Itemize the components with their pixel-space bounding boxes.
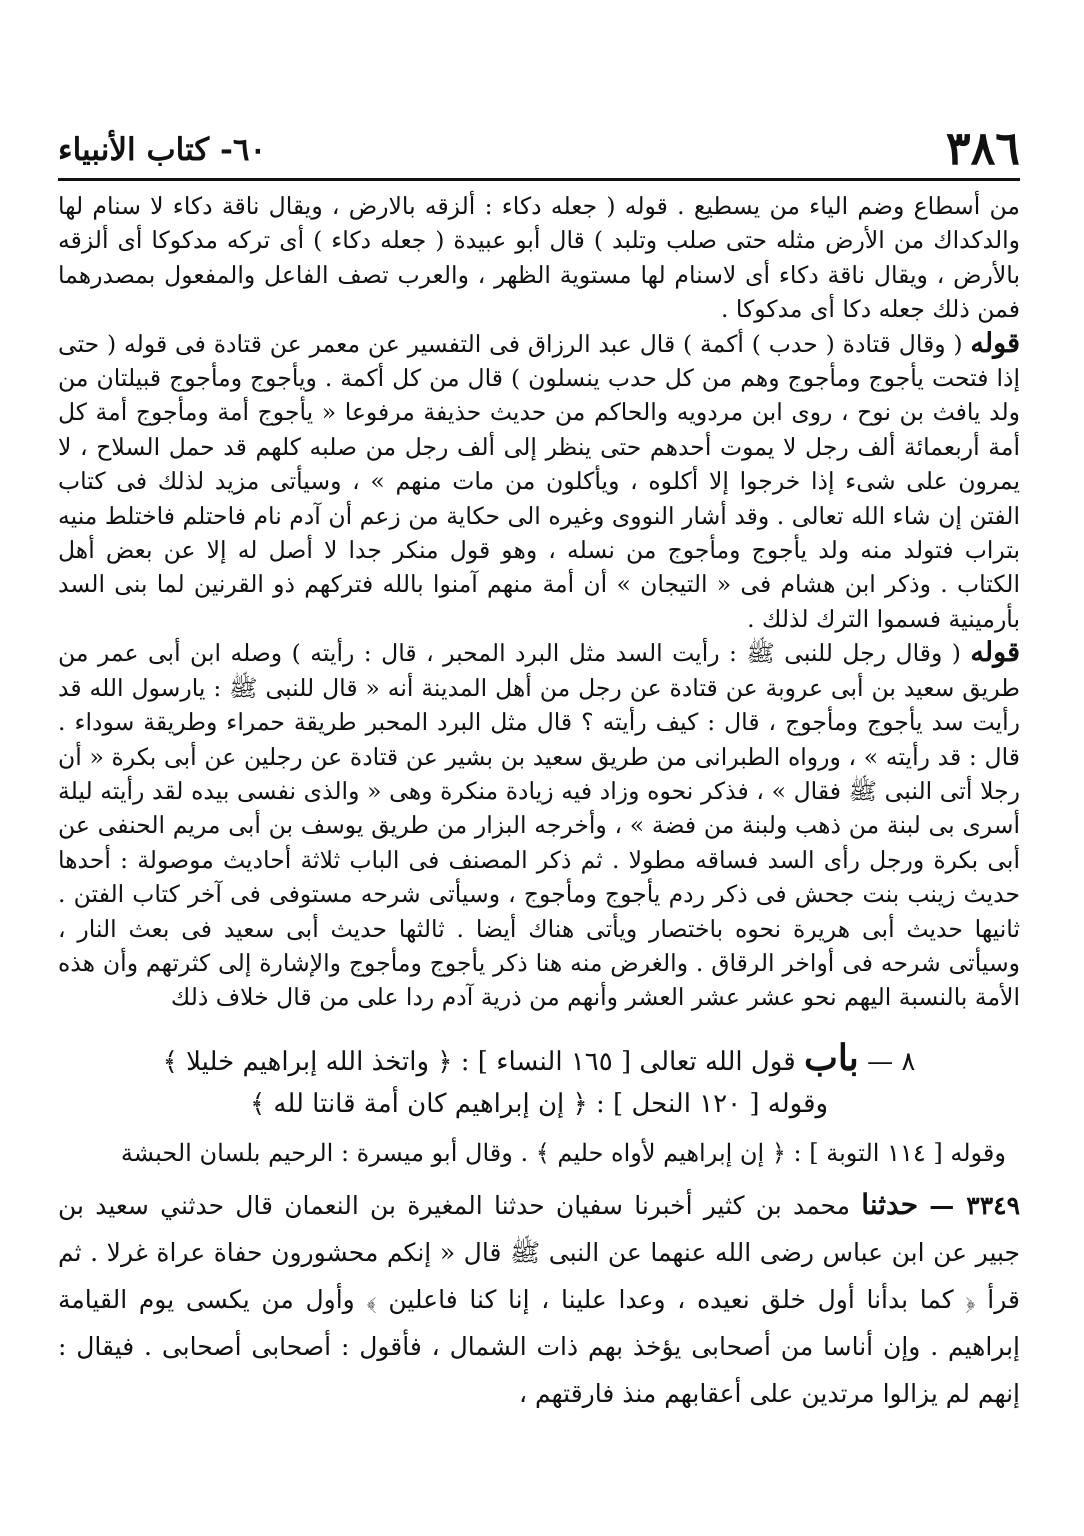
hadith-paragraph [58, 1181, 1020, 1417]
verse-note: وقوله [ ١١٤ التوبة ] : ﴿ إن إبراهيم لأواه حليم ﴾ . وقال أبو ميسرة : الرحيم بلسان الحبشة [120, 1138, 1006, 1167]
running-chapter-title: ٦٠- كتاب الأنبياء [58, 132, 267, 168]
keyword-qawluhu: قوله [970, 327, 1020, 359]
hadith-number: ٣٣٤٩ — [929, 1190, 1020, 1220]
commentary-paragraph-2 [58, 327, 1020, 637]
commentary-section [58, 189, 1020, 1015]
keyword-qawluhu: قوله [970, 637, 1020, 669]
commentary-paragraph-2-text: ( وقال قتادة ( حدب ) أكمة ) قال عبد الرزاق فى التفسير عن معمر عن قتادة فى قوله ( حتى إذا فتحت يأجوج ومأجوج وهم من كل حدب ينسلون ) قال من كل أكمة . ويأجوج ومأجوج قبيلتان من ولد يافث بن نوح ، روى ابن مردويه والحاكم من حديث حذيفة مرفوعا « يأجوج أمة ومأجوج أمة كل أمة أربعمائة ألف رجل لا يموت أحدهم حتى ينظر إلى ألف رجل من صلبه كلهم قد حمل السلاح ، لا يمرون على شىء إذا خرجوا إلا أكلوه ، ويأكلون من مات منهم » ، وسيأتى مزيد لذلك فى كتاب الفتن إن شاء الله تعالى . وقد أشار النووى وغيره الى حكاية من زعم أن آدم نام فاحتلم فاختلط منيه بتراب فتولد منه ولد يأجوج ومأجوج من نسله ، وهو قول منكر جدا لا أصل له إلا عن بعض أهل الكتاب . وذكر ابن هشام فى « التيجان » أن أمة منهم آمنوا بالله فتركهم ذو القرنين لما بنى السد بأرمينية فسموا الترك لذلك . [58, 329, 1020, 633]
chapter-number: ٨ — [867, 1046, 916, 1077]
chapter-title-verse-1: قول الله تعالى [ ١٦٥ النساء ] : ﴿ واتخذ الله إبراهيم خليلا ﴾ [162, 1046, 796, 1077]
commentary-paragraph-1: من أسطاع وضم الياء من يسطيع . قوله ( جعله دكاء : ألزقه بالارض ، ويقال ناقة دكاء لا سنام لها والدكداك من الأرض مثله حتى صلب وتلبد ) قال أبو عبيدة ( جعله دكاء ) أى تركه مدكوكا أى ألزقه بالأرض ، ويقال ناقة دكاء أى لاسنام لها مستوية الظهر ، والعرب تصف الفاعل والمفعول بمصدرهما فمن ذلك جعله دكا أى مدكوكا . [58, 192, 1020, 324]
commentary-paragraph-3-text: ( وقال رجل للنبى ﷺ : رأيت السد مثل البرد المحبر ، قال : رأيته ) وصله ابن أبى عمر من طريق سعيد بن أبى عروبة عن قتادة عن رجل من أهل المدينة أنه « قال للنبى ﷺ : يارسول الله قد رأيت سد يأجوج ومأجوج ، قال : كيف رأيته ؟ قال مثل البرد المحبر طريقة حمراء وطريقة سوداء . قال : قد رأيته » ، ورواه الطبرانى من طريق سعيد بن بشير عن قتادة عن رجلين عن أبى بكرة « أن رجلا أتى النبى ﷺ فقال » ، فذكر نحوه وزاد فيه زيادة منكرة وهى « والذى نفسى بيده لقد رأيته ليلة أسرى بى لبنة من ذهب ولبنة من فضة » ، وأخرجه البزار من طريق يوسف بن أبى مريم الحنفى عن أبى بكرة ورجل رأى السد فساقه مطولا . ثم ذكر المصنف فى الباب ثلاثة أحاديث موصولة : أحدها حديث زينب بنت جحش فى ذكر ردم يأجوج ومأجوج ، وسيأتى شرحه مستوفى فى آخر كتاب الفتن . ثانيها حديث أبى هريرة نحوه باختصار ويأتى هناك أيضا . ثالثها حديث أبى سعيد فى بعث النار ، وسيأتى شرحه فى أواخر الرقاق . والغرض منه هنا ذكر يأجوج ومأجوج والإشارة إلى كثرتهم وأن هذه الأمة بالنسبة اليهم نحو عشر عشر العشر وأنهم من ذرية آدم ردا على من قال خلاف ذلك [58, 639, 1020, 1012]
hadith-block [58, 1181, 1020, 1417]
hadith-text: محمد بن كثير أخبرنا سفيان حدثنا المغيرة بن النعمان قال حدثني سعيد بن جبير عن ابن عباس رضى الله عنهما عن النبى ﷺ قال « إنكم محشورون حفاة عراة غرلا . ثم قرأ ﴿ كما بدأنا أول خلق نعيده ، وعدا علينا ، إنا كنا فاعلين ﴾ وأول من يكسى يوم القيامة إبراهيم . وإن أناسا من أصحابى يؤخذ بهم ذات الشمال ، فأقول : أصحابى أصحابى . فيقال : إنهم لم يزالوا مرتدين على أعقابهم منذ فارقتهم ، [58, 1190, 1020, 1408]
commentary-paragraph-3 [58, 636, 1020, 1014]
chapter-heading [58, 1037, 1020, 1125]
chapter-bab-word: باب [803, 1036, 859, 1079]
hadith-keyword: حدثنا [861, 1187, 919, 1221]
page-header [58, 120, 1020, 181]
page-number: ٣٨٦ [945, 121, 1020, 175]
chapter-heading-line-1 [162, 1036, 916, 1079]
book-page [58, 120, 1020, 1417]
chapter-heading-line-2: وقوله [ ١٢٠ النحل ] : ﴿ إن إبراهيم كان أمة قانتا لله ﴾ [249, 1088, 829, 1119]
